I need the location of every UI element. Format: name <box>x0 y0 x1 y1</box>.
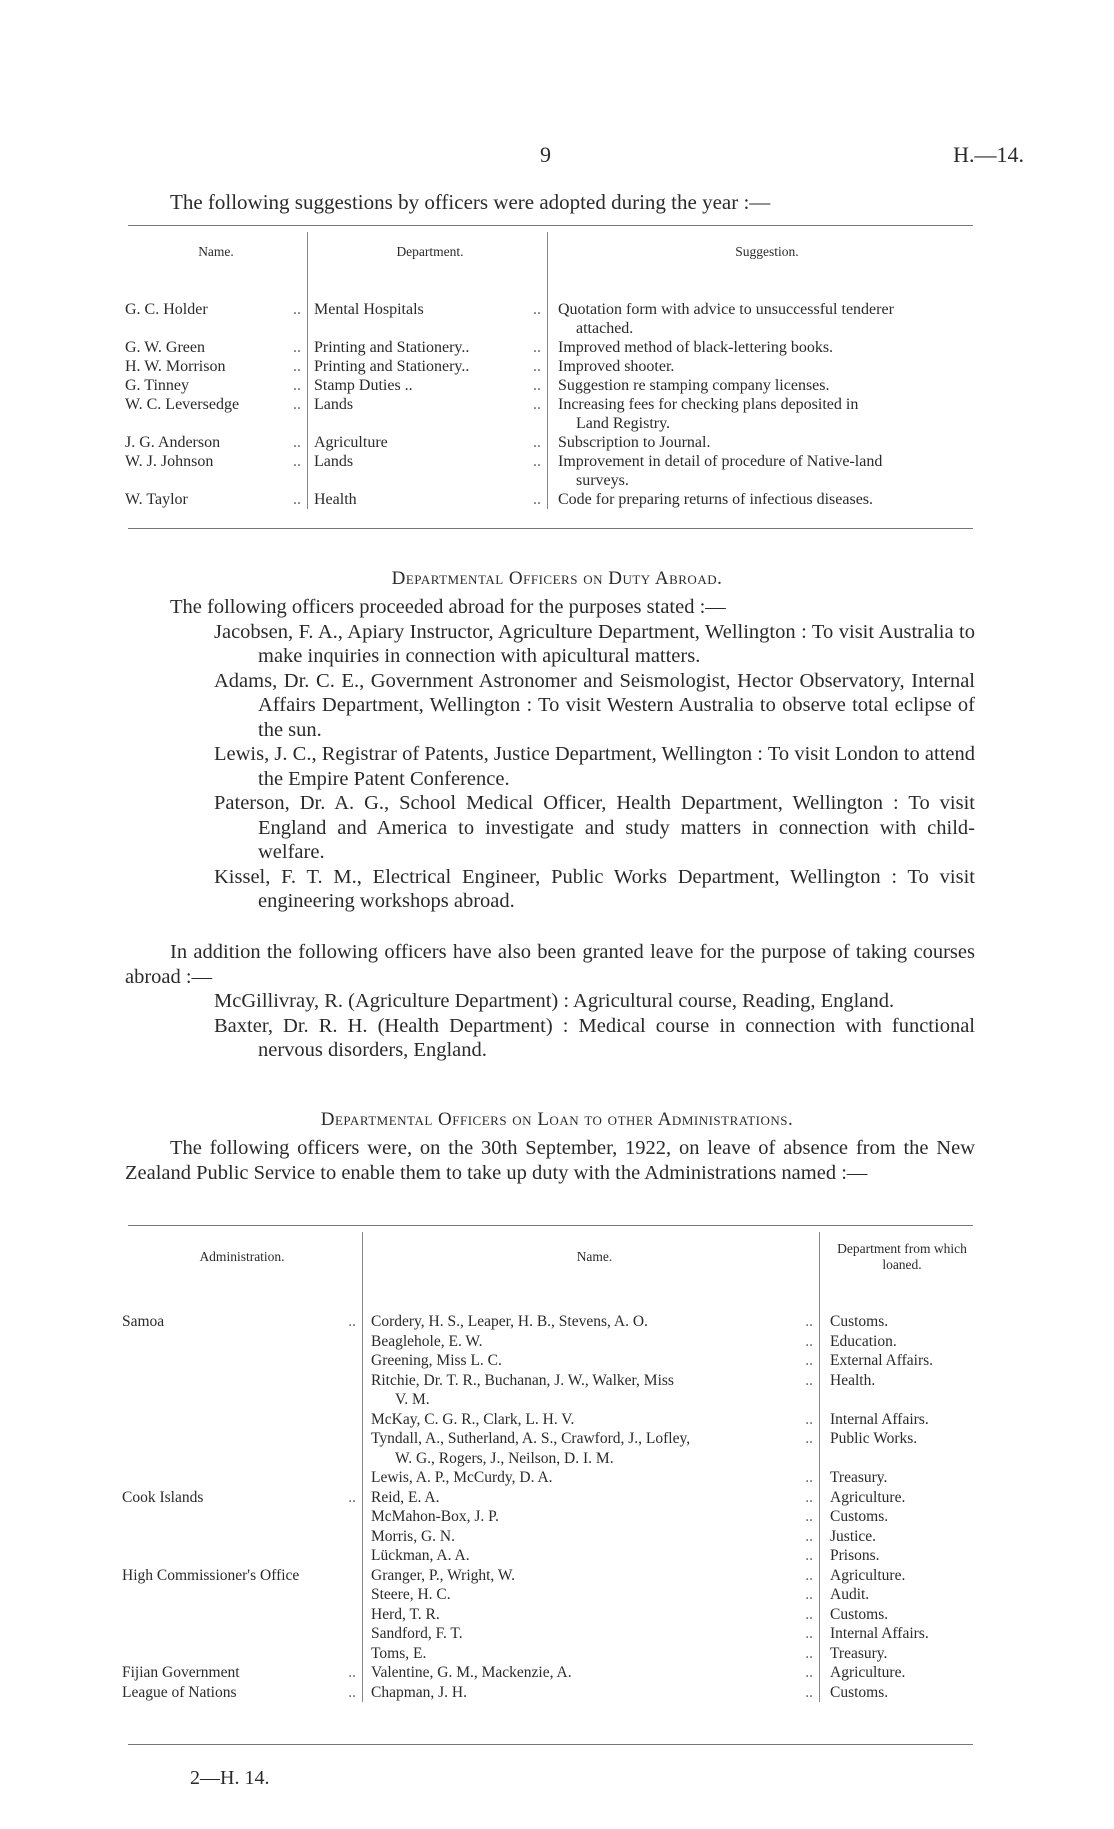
leader-dots: .. <box>805 1625 813 1642</box>
col-header-name: Name. <box>198 243 234 259</box>
row-cell-officer-name <box>363 1527 820 1547</box>
page-header <box>0 142 1114 172</box>
table-row <box>122 1429 975 1468</box>
department-loaned: Prisons. <box>830 1547 880 1564</box>
leader-dots: .. <box>348 1683 356 1701</box>
table-row <box>125 300 977 338</box>
officer-name: J. G. Anderson <box>125 434 221 451</box>
table-row <box>122 1488 975 1508</box>
officer-names: Cordery, H. S., Leaper, H. B., Stevens, A. O. <box>371 1313 648 1330</box>
administration-name: League of Nations <box>122 1683 237 1701</box>
row-cell-name <box>125 376 308 395</box>
table-row <box>122 1663 975 1683</box>
row-cell-department <box>820 1644 976 1664</box>
row-cell-department <box>820 1468 976 1488</box>
suggestion-text: Quotation form with advice to unsuccessful tenderer <box>558 301 894 318</box>
table-row <box>122 1332 975 1352</box>
loan-table-bottom-rule <box>128 1744 973 1745</box>
table-row <box>125 376 977 395</box>
row-cell-administration <box>122 1605 363 1625</box>
department-name: Lands <box>314 396 354 413</box>
row-cell-name <box>125 490 308 509</box>
leader-dots: .. <box>805 1332 813 1350</box>
row-cell-officer-name <box>363 1410 820 1430</box>
officer-names: Steere, H. C. <box>371 1586 451 1603</box>
row-cell-name <box>125 300 308 338</box>
table-row <box>122 1371 975 1410</box>
table-bottom-rule <box>128 528 973 529</box>
leader-dots: .. <box>805 1566 813 1584</box>
row-cell-officer-name <box>363 1585 820 1605</box>
row-cell-suggestion <box>548 338 978 357</box>
leader-dots: .. <box>805 1605 813 1623</box>
administration-name: Samoa <box>122 1313 165 1330</box>
row-cell-administration <box>122 1410 363 1430</box>
row-cell-department <box>820 1546 976 1566</box>
table-row <box>122 1585 975 1605</box>
loan-intro: The following officers were, on the 30th September, 1922, on leave of absence from the New Zealand Public Service to enable them to take up duty with the Administrations named :— <box>125 1137 975 1184</box>
leader-dots: .. <box>348 1488 356 1506</box>
department-name: Stamp Duties .. <box>314 377 413 394</box>
leader-dots: .. <box>293 358 301 375</box>
officer-names-continued: V. M. <box>395 1391 430 1408</box>
row-cell-name <box>125 433 308 452</box>
officer-names: McKay, C. G. R., Clark, L. H. V. <box>371 1410 575 1428</box>
administration-name: Cook Islands <box>122 1488 204 1506</box>
row-cell-name <box>125 452 308 490</box>
department-loaned: External Affairs. <box>830 1352 934 1369</box>
row-cell-department <box>820 1624 976 1644</box>
department-loaned: Treasury. <box>830 1469 888 1486</box>
officer-name: G. C. Holder <box>125 301 208 318</box>
officer-names: Lewis, A. P., McCurdy, D. A. <box>371 1469 553 1486</box>
abroad-section <box>170 595 975 914</box>
row-cell-department <box>308 395 548 433</box>
officer-names: Greening, Miss L. C. <box>371 1352 502 1369</box>
row-cell-department <box>308 452 548 490</box>
row-cell-officer-name <box>363 1468 820 1488</box>
leader-dots: .. <box>293 453 301 470</box>
officer-name: G. Tinney <box>125 377 190 394</box>
loan-section <box>125 1136 975 1185</box>
abroad-entry: Paterson, Dr. A. G., School Medical Officer, Health Department, Wellington : To visit England and America to investigate and study matters in connection with child-welfare. <box>214 792 975 863</box>
department-name: Lands <box>314 453 354 470</box>
leader-dots: .. <box>533 377 541 394</box>
leader-dots: .. <box>533 491 541 508</box>
leader-dots: .. <box>805 1352 813 1369</box>
row-cell-department <box>820 1605 976 1625</box>
row-cell-administration <box>122 1644 363 1664</box>
leader-dots: .. <box>533 301 541 318</box>
row-cell-department <box>820 1585 976 1605</box>
leader-dots: .. <box>533 434 541 451</box>
suggestion-text: Improved shooter. <box>558 358 675 375</box>
suggestion-text: Increasing fees for checking plans deposited in <box>558 396 859 413</box>
col-header-suggestion: Suggestion. <box>548 232 978 270</box>
row-cell-name <box>125 357 308 376</box>
officer-names: Tyndall, A., Sutherland, A. S., Crawford, J., Lofley, <box>371 1430 691 1447</box>
row-cell-administration <box>122 1546 363 1566</box>
leader-dots: .. <box>533 396 541 413</box>
row-cell-suggestion <box>548 357 978 376</box>
department-loaned: Internal Affairs. <box>830 1410 929 1428</box>
row-cell-officer-name <box>363 1624 820 1644</box>
row-cell-department <box>820 1312 976 1332</box>
row-cell-administration <box>122 1527 363 1547</box>
row-cell-department <box>308 376 548 395</box>
suggestion-text: Improved method of black-lettering books. <box>558 339 834 356</box>
suggestion-text-continued: Land Registry. <box>576 415 671 432</box>
loan-table-top-rule <box>128 1225 973 1226</box>
row-cell-officer-name <box>363 1429 820 1468</box>
leader-dots: .. <box>293 434 301 451</box>
table-row <box>125 357 977 376</box>
officer-name: G. W. Green <box>125 339 205 356</box>
table-row <box>122 1351 975 1371</box>
row-cell-suggestion <box>548 452 978 490</box>
row-cell-department <box>820 1527 976 1547</box>
officer-names: Ritchie, Dr. T. R., Buchanan, J. W., Walker, Miss <box>371 1371 674 1389</box>
leader-dots: .. <box>805 1410 813 1428</box>
department-loaned: Justice. <box>830 1527 877 1545</box>
table-row <box>122 1410 975 1430</box>
row-cell-suggestion <box>548 433 978 452</box>
table-row <box>122 1624 975 1644</box>
officer-names: Herd, T. R. <box>371 1605 440 1623</box>
row-cell-department <box>820 1488 976 1508</box>
row-cell-officer-name <box>363 1663 820 1683</box>
row-cell-officer-name <box>363 1351 820 1371</box>
row-cell-department <box>308 338 548 357</box>
suggestion-text-continued: surveys. <box>576 472 629 489</box>
row-cell-department <box>820 1507 976 1527</box>
abroad-entry: Jacobsen, F. A., Apiary Instructor, Agriculture Department, Wellington : To visit Australia to make inquiries in connection with apicultural matters. <box>214 620 975 667</box>
leader-dots: .. <box>533 453 541 470</box>
department-loaned: Agriculture. <box>830 1664 906 1681</box>
department-name: Mental Hospitals <box>314 301 424 318</box>
leader-dots: .. <box>293 491 301 508</box>
page-footer: 2—H. 14. <box>190 1767 270 1789</box>
officer-name: W. Taylor <box>125 491 188 508</box>
department-loaned: Customs. <box>830 1605 889 1623</box>
row-cell-administration <box>122 1566 363 1586</box>
row-cell-administration <box>122 1312 363 1332</box>
table-row <box>122 1546 975 1566</box>
table-row <box>122 1468 975 1488</box>
department-loaned: Agriculture. <box>830 1488 906 1506</box>
leader-dots: .. <box>293 396 301 413</box>
table-row <box>122 1566 975 1586</box>
department-loaned: Health. <box>830 1371 876 1389</box>
row-cell-officer-name <box>363 1507 820 1527</box>
leader-dots: .. <box>805 1586 813 1603</box>
leader-dots: .. <box>348 1313 356 1330</box>
suggestion-text: Suggestion re stamping company licenses. <box>558 377 830 394</box>
department-name: Agriculture <box>314 434 388 451</box>
abroad-entry: Kissel, F. T. M., Electrical Engineer, Public Works Department, Wellington : To visit engineering workshops abroad. <box>214 865 975 912</box>
leader-dots: .. <box>805 1430 813 1447</box>
table-row <box>122 1527 975 1547</box>
row-cell-officer-name <box>363 1371 820 1410</box>
row-cell-administration <box>122 1332 363 1352</box>
suggestion-text: Subscription to Journal. <box>558 434 711 451</box>
row-cell-department <box>308 433 548 452</box>
row-cell-department <box>820 1663 976 1683</box>
row-cell-administration <box>122 1663 363 1683</box>
row-cell-suggestion <box>548 395 978 433</box>
department-loaned: Education. <box>830 1332 897 1350</box>
row-cell-officer-name <box>363 1566 820 1586</box>
row-cell-administration <box>122 1351 363 1371</box>
table-row <box>125 338 977 357</box>
row-cell-department <box>820 1566 976 1586</box>
leader-dots: .. <box>533 339 541 356</box>
row-cell-administration <box>122 1488 363 1508</box>
department-name: Health <box>314 491 357 508</box>
officer-names-continued: W. G., Rogers, J., Neilson, D. I. M. <box>395 1449 614 1467</box>
row-cell-suggestion <box>548 376 978 395</box>
courses-intro: In addition the following officers have also been granted leave for the purpose of taking courses abroad :— <box>125 941 975 988</box>
leader-dots: .. <box>533 358 541 375</box>
officer-names: Lückman, A. A. <box>371 1547 470 1564</box>
officer-names: McMahon-Box, J. P. <box>371 1508 499 1525</box>
row-cell-department <box>308 300 548 338</box>
suggestions-table <box>125 232 977 509</box>
department-loaned: Customs. <box>830 1683 889 1701</box>
col-header-department-loaned: Department from which loaned. <box>820 1232 976 1282</box>
department-loaned: Agriculture. <box>830 1566 906 1584</box>
suggestions-intro: The following suggestions by officers were adopted during the year :— <box>170 190 771 214</box>
leader-dots: .. <box>805 1313 813 1330</box>
officer-names: Toms, E. <box>371 1644 427 1662</box>
table-row <box>122 1312 975 1332</box>
administration-name: High Commissioner's Office <box>122 1566 300 1584</box>
row-cell-officer-name <box>363 1546 820 1566</box>
suggestion-text: Code for preparing returns of infectious diseases. <box>558 491 874 508</box>
leader-dots: .. <box>293 377 301 394</box>
row-cell-officer-name <box>363 1488 820 1508</box>
table-row <box>122 1644 975 1664</box>
row-cell-department <box>820 1683 976 1703</box>
table-row <box>122 1683 975 1703</box>
courses-list <box>170 989 975 1063</box>
row-cell-department <box>820 1351 976 1371</box>
loan-heading: Departmental Officers on Loan to other Administrations. <box>320 1109 794 1130</box>
department-loaned: Treasury. <box>830 1644 888 1662</box>
row-cell-department <box>308 357 548 376</box>
col-header-department: Department. <box>308 232 548 270</box>
officer-names: Chapman, J. H. <box>371 1683 468 1701</box>
abroad-heading: Departmental Officers on Duty Abroad. <box>391 568 723 589</box>
officer-name: W. C. Leversedge <box>125 396 240 413</box>
department-loaned: Public Works. <box>830 1430 918 1447</box>
table-row <box>122 1507 975 1527</box>
table-row <box>125 433 977 452</box>
course-entry: McGillivray, R. (Agriculture Department) : Agricultural course, Reading, England. <box>214 990 895 1012</box>
leader-dots: .. <box>293 301 301 318</box>
row-cell-administration <box>122 1468 363 1488</box>
suggestion-text: Improvement in detail of procedure of Native-land <box>558 453 883 470</box>
row-cell-officer-name <box>363 1332 820 1352</box>
row-cell-name <box>125 338 308 357</box>
leader-dots: .. <box>805 1508 813 1525</box>
row-cell-officer-name <box>363 1683 820 1703</box>
row-cell-department <box>820 1429 976 1468</box>
leader-dots: .. <box>805 1644 813 1662</box>
col-header-officer-name: Name. <box>363 1232 820 1282</box>
suggestion-text-continued: attached. <box>576 320 634 337</box>
department-loaned: Customs. <box>830 1313 889 1330</box>
officer-names: Granger, P., Wright, W. <box>371 1566 515 1584</box>
officer-names: Beaglehole, E. W. <box>371 1332 483 1350</box>
row-cell-administration <box>122 1507 363 1527</box>
officer-names: Valentine, G. M., Mackenzie, A. <box>371 1664 572 1681</box>
row-cell-officer-name <box>363 1644 820 1664</box>
table-top-rule <box>128 225 973 226</box>
row-cell-administration <box>122 1585 363 1605</box>
department-name: Printing and Stationery.. <box>314 339 470 356</box>
table-row <box>125 395 977 433</box>
department-loaned: Customs. <box>830 1508 889 1525</box>
row-cell-suggestion <box>548 300 978 338</box>
officer-names: Morris, G. N. <box>371 1527 455 1545</box>
row-cell-department <box>820 1410 976 1430</box>
row-cell-name <box>125 395 308 433</box>
abroad-entry: Lewis, J. C., Registrar of Patents, Justice Department, Wellington : To visit London to attend the Empire Patent Conference. <box>214 743 975 790</box>
administration-name: Fijian Government <box>122 1664 240 1681</box>
abroad-entry: Adams, Dr. C. E., Government Astronomer and Seismologist, Hector Observatory, Internal Affairs Department, Wellington : To visit Western Australia to observe total eclipse of the sun. <box>214 669 975 741</box>
table-row <box>125 452 977 490</box>
abroad-intro: The following officers proceeded abroad for the purposes stated :— <box>170 596 726 618</box>
row-cell-officer-name <box>363 1605 820 1625</box>
leader-dots: .. <box>805 1664 813 1681</box>
officer-names: Sandford, F. T. <box>371 1625 463 1642</box>
leader-dots: .. <box>805 1683 813 1701</box>
col-header-administration: Administration. <box>199 1249 285 1264</box>
leader-dots: .. <box>805 1547 813 1564</box>
department-loaned: Audit. <box>830 1586 870 1603</box>
leader-dots: .. <box>348 1664 356 1681</box>
table-row <box>125 490 977 509</box>
leader-dots: .. <box>805 1488 813 1506</box>
course-entry: Baxter, Dr. R. H. (Health Department) : Medical course in connection with functional nervous disorders, England. <box>214 1014 975 1061</box>
row-cell-administration <box>122 1683 363 1703</box>
row-cell-department <box>308 490 548 509</box>
leader-dots: .. <box>805 1371 813 1389</box>
loan-table <box>122 1232 975 1702</box>
officer-names: Reid, E. A. <box>371 1488 440 1506</box>
row-cell-department <box>820 1332 976 1352</box>
row-cell-department <box>820 1371 976 1410</box>
courses-section <box>125 940 975 989</box>
department-loaned: Internal Affairs. <box>830 1625 929 1642</box>
department-name: Printing and Stationery.. <box>314 358 470 375</box>
row-cell-administration <box>122 1371 363 1410</box>
row-cell-officer-name <box>363 1312 820 1332</box>
page-number: 9 <box>540 142 551 167</box>
table-row <box>122 1605 975 1625</box>
leader-dots: .. <box>805 1469 813 1486</box>
officer-name: H. W. Morrison <box>125 358 226 375</box>
document-reference: H.—14. <box>953 142 1024 167</box>
row-cell-administration <box>122 1624 363 1644</box>
officer-name: W. J. Johnson <box>125 453 214 470</box>
leader-dots: .. <box>293 339 301 356</box>
row-cell-administration <box>122 1429 363 1468</box>
leader-dots: .. <box>805 1527 813 1545</box>
row-cell-suggestion <box>548 490 978 509</box>
